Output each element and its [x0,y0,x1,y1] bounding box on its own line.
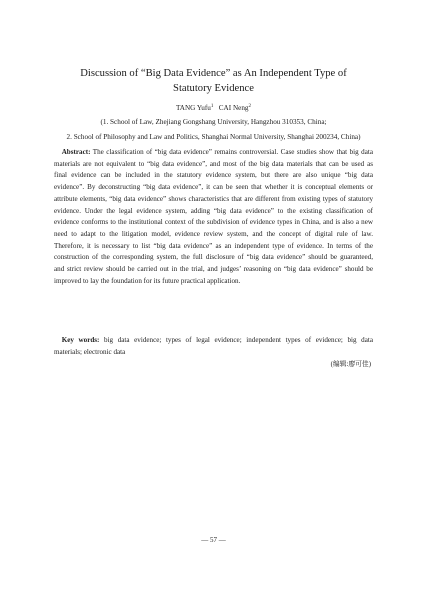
abstract-line: attribute elements, “big data evidence” shows characteristics that are different from existing types of statutory [54,194,373,203]
author-1-name: TANG Yufu [175,104,211,112]
abstract [54,147,373,287]
abstract-line: need to adapt to the litigation model, evidence review system, and the concept of digital rule of law. [54,229,373,238]
affiliation-1: (1. School of Law, Zhejiang Gongshang University, Hangzhou 310353, China; [100,118,327,126]
author-2-name: CAI Neng [218,104,249,112]
abstract-line: construction of the corresponding system, the full disclosure of “big data evidence” should be guaranteed, [54,253,373,262]
page-number: — 57 — [201,536,226,544]
abstract-line: evidence. Under the legal evidence system, adding “big data evidence” to the existing classification of [54,206,373,215]
abstract-line: Therefore, it is necessary to list “big data evidence” as an independent type of evidence. In terms of the [54,241,373,250]
keywords-text: big data evidence; types of legal evidence; independent types of evidence; big data [99,336,373,344]
abstract-label: Abstract: [61,148,91,156]
abstract-line: materials are not equivalent to “big data evidence”, and most of the big data materials that can be used as [54,159,373,168]
paper-title [40,66,387,96]
title-line-1: Discussion of “Big Data Evidence” as An Independent Type of [80,68,347,79]
editor-note: (编辑:廖可佳) [330,361,371,368]
abstract-line: evidence”. By deconstructing “big data evidence”, it can be seen that whether it is conceptual elements or [54,183,373,192]
keywords-line [54,335,373,347]
keywords [54,335,373,358]
abstract-line: improved to lay the foundation for its future practical application. [54,276,241,285]
abstract-text: The classification of “big data evidence” remains controversial. Case studies show that big data [90,148,373,156]
title-line-2: Statutory Evidence [173,83,254,94]
abstract-line: evidence conforms to the institutional context of the subdivision of evidence types in China, and is also a new [54,218,373,227]
author-1-affiliation-mark: 1 [210,104,214,109]
author-line [40,102,387,113]
abstract-line [54,147,373,159]
keywords-line: materials; electronic data [54,347,126,356]
abstract-line: and strict review should be carried out in the trial, and judges’ reasoning on “big data evidence” should be [54,265,373,274]
keywords-label: Key words: [61,336,100,344]
abstract-line: final evidence can be included in the statutory evidence system, but there are also unique “big data [54,171,373,180]
author-2-affiliation-mark: 2 [248,104,252,109]
affiliation-2: 2. School of Philosophy and Law and Politics, Shanghai Normal University, Shanghai 200234, China) [66,133,361,141]
